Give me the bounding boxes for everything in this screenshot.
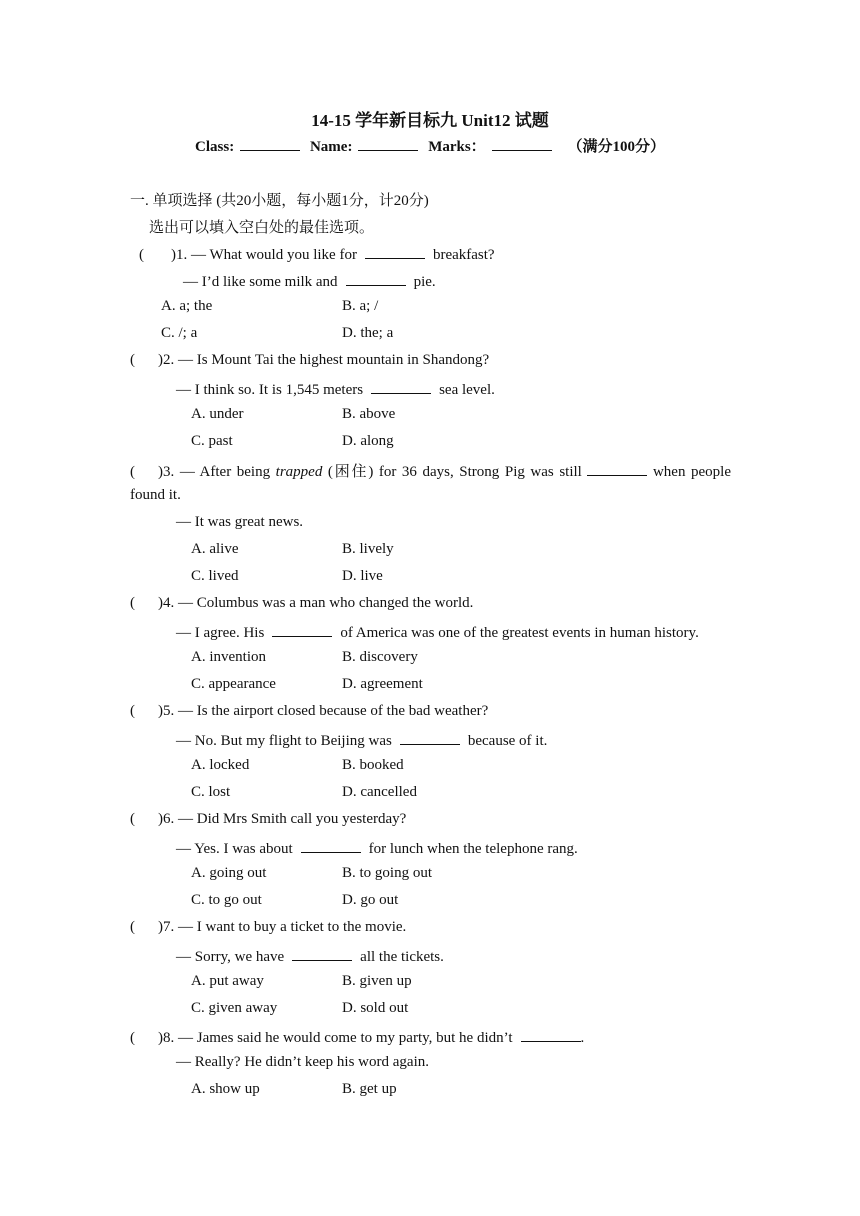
answer-blank <box>365 244 425 259</box>
option-b: B. a; / <box>342 298 379 314</box>
option-a: A. put away <box>191 973 264 989</box>
option-c: C. to go out <box>191 892 262 908</box>
answer-blank <box>521 1027 581 1042</box>
answer-blank <box>346 271 406 286</box>
answer-paren[interactable]: ( <box>130 352 135 368</box>
response-4: — I agree. His of America was one of the greatest events in human history. <box>176 622 699 642</box>
response-5: — No. But my flight to Beijing was because of it. <box>176 730 547 750</box>
option-b: B. above <box>342 406 396 422</box>
marks-blank[interactable] <box>492 136 552 151</box>
response-3: — It was great news. <box>176 514 304 530</box>
answer-paren[interactable]: ( <box>130 811 135 827</box>
student-info-line <box>0 135 860 156</box>
option-d: D. along <box>342 433 394 449</box>
option-b: B. to going out <box>342 865 433 881</box>
response-8: — Really? He didn’t keep his word again. <box>176 1054 429 1070</box>
answer-blank <box>301 838 361 853</box>
option-c: C. given away <box>191 1000 278 1016</box>
answer-paren[interactable]: ( <box>130 703 135 719</box>
option-d: D. sold out <box>342 1000 409 1016</box>
option-b: B. booked <box>342 757 404 773</box>
option-a: A. locked <box>191 757 250 773</box>
question-3-continuation: found it. <box>130 487 181 503</box>
option-b: B. get up <box>342 1081 397 1097</box>
answer-blank <box>292 946 352 961</box>
option-b: B. discovery <box>342 649 418 665</box>
answer-paren[interactable]: ( <box>130 595 135 611</box>
answer-paren[interactable]: ( <box>130 1030 135 1046</box>
name-blank[interactable] <box>358 136 418 151</box>
full-marks-note: （满分100分） <box>567 139 665 155</box>
option-c: C. lived <box>191 568 239 584</box>
response-6: — Yes. I was about for lunch when the telephone rang. <box>176 838 578 858</box>
answer-blank <box>272 622 332 637</box>
option-a: A. show up <box>191 1081 260 1097</box>
option-d: D. go out <box>342 892 399 908</box>
option-a: A. alive <box>191 541 239 557</box>
question-4: ( )4. — Columbus was a man who changed the world. <box>130 595 474 611</box>
option-a: A. going out <box>191 865 267 881</box>
question-1: ( )1. — What would you like for breakfast? <box>139 244 495 264</box>
option-a: A. under <box>191 406 244 422</box>
option-d: D. live <box>342 568 383 584</box>
answer-blank <box>400 730 460 745</box>
section-instruction: 选出可以填入空白处的最佳选项。 <box>149 220 375 236</box>
option-c: C. /; a <box>161 325 198 341</box>
option-b: B. given up <box>342 973 412 989</box>
question-3: ( )3. — After being trapped (困住) for 36 days, Strong Pig was still when people <box>130 460 731 481</box>
response-2: — I think so. It is 1,545 meters sea level. <box>176 379 495 399</box>
answer-paren[interactable]: ( <box>139 247 144 263</box>
class-label: Class: <box>195 139 235 155</box>
question-6: ( )6. — Did Mrs Smith call you yesterday? <box>130 811 407 827</box>
option-c: C. lost <box>191 784 231 800</box>
name-label: Name: <box>309 139 353 155</box>
question-2: ( )2. — Is Mount Tai the highest mountain in Shandong? <box>130 352 490 368</box>
option-b: B. lively <box>342 541 394 557</box>
section-heading: 一. 单项选择 (共20小题，每小题1分，计20分) <box>130 193 429 209</box>
question-5: ( )5. — Is the airport closed because of the bad weather? <box>130 703 489 719</box>
answer-paren[interactable]: ( <box>130 919 135 935</box>
response-1: — I’d like some milk and pie. <box>183 271 436 291</box>
option-d: D. the; a <box>342 325 394 341</box>
option-c: C. appearance <box>191 676 276 692</box>
option-a: A. a; the <box>161 298 213 314</box>
option-a: A. invention <box>191 649 266 665</box>
question-7: ( )7. — I want to buy a ticket to the movie. <box>130 919 407 935</box>
option-d: D. cancelled <box>342 784 417 800</box>
marks-label: Marks： <box>428 139 486 155</box>
class-blank[interactable] <box>240 136 300 151</box>
question-8: ( )8. — James said he would come to my party, but he didn’t . <box>130 1027 584 1047</box>
answer-paren[interactable]: ( <box>130 464 135 480</box>
option-c: C. past <box>191 433 233 449</box>
exam-title: 14-15 学年新目标九 Unit12 试题 <box>311 111 549 130</box>
answer-blank <box>371 379 431 394</box>
answer-blank <box>587 461 647 476</box>
option-d: D. agreement <box>342 676 423 692</box>
response-7: — Sorry, we have all the tickets. <box>176 946 444 966</box>
